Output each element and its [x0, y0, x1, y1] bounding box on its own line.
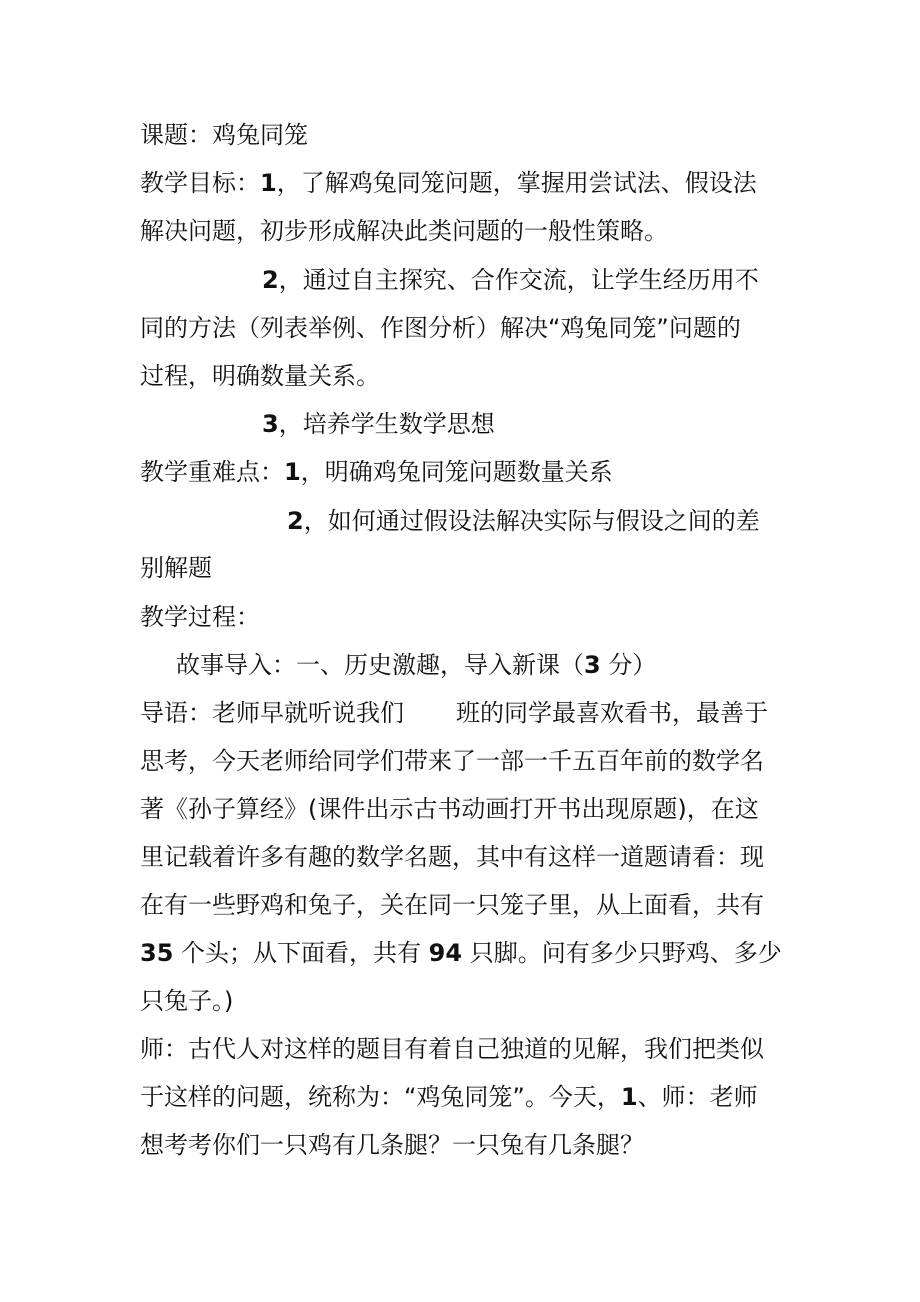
- lead-line-5: 在有一些野鸡和兔子，关在同一只笼子里，从上面看，共有: [140, 891, 764, 919]
- objective-1-line-1: [140, 168, 785, 198]
- intro-heading: [176, 650, 785, 680]
- key-point-1-line: [140, 457, 785, 487]
- feet-count: 94: [428, 939, 463, 967]
- key-point-1-text: ，明确鸡兔同笼问题数量关系: [300, 458, 613, 486]
- teacher-text-a: 于这样的问题，统称为：“鸡兔同笼”。今天，: [140, 1083, 621, 1111]
- lead-text-feet: 只脚。问有多少只野鸡、多少: [462, 939, 782, 967]
- teacher-line-1: 师：古代人对这样的题目有着自己独道的见解，我们把类似: [140, 1035, 764, 1063]
- objective-3-number: 3: [262, 410, 279, 438]
- objective-3-line: [262, 409, 785, 439]
- lead-text-a: 导语：老师早就听说我们: [140, 699, 404, 727]
- objective-1-number: 1: [260, 169, 277, 197]
- objective-2-line-2: 同的方法（列表举例、作图分析）解决“鸡兔同笼”问题的: [140, 314, 741, 342]
- teacher-line-3: 想考考你们一只鸡有几条腿？一只兔有几条腿？: [140, 1131, 644, 1159]
- lead-text-b: 班的同学最喜欢看书，最善于: [456, 699, 768, 727]
- objective-1-line-2: 解决问题，初步形成解决此类问题的一般性策略。: [140, 217, 668, 245]
- key-point-2-number: 2: [287, 507, 304, 535]
- objective-2-number: 2: [262, 266, 279, 294]
- process-label: 教学过程：: [140, 603, 260, 631]
- lead-line-6: [140, 938, 785, 968]
- lead-line-2: 思考，今天老师给同学们带来了一部一千五百年前的数学名: [140, 747, 764, 775]
- teacher-text-b: 、师：老师: [637, 1083, 758, 1111]
- heads-count: 35: [140, 939, 174, 967]
- title-label: 课题：: [140, 121, 212, 149]
- key-points-label: 教学重难点：: [140, 458, 284, 486]
- key-point-1-number: 1: [284, 458, 301, 486]
- objectives-label: 教学目标：: [140, 169, 260, 197]
- objective-2-line-1: [262, 265, 785, 295]
- teacher-item-number: 1: [620, 1083, 638, 1111]
- key-point-2-text: ，如何通过假设法解决实际与假设之间的差: [303, 507, 760, 535]
- title-text: 鸡兔同笼: [212, 121, 308, 149]
- lesson-title: [140, 120, 785, 150]
- objective-3-text: ，培养学生数学思想: [278, 410, 495, 438]
- objective-2-line-3: 过程，明确数量关系。: [140, 362, 380, 390]
- lead-line-4: 里记载着许多有趣的数学名题，其中有这样一道题请看：现: [140, 843, 764, 871]
- key-point-2-line-1: [287, 506, 785, 536]
- intro-minutes: 3: [584, 651, 601, 679]
- objective-2-text: ，通过自主探究、合作交流，让学生经历用不: [278, 266, 759, 294]
- lead-line-7: 只兔子。): [140, 987, 234, 1015]
- lead-line-1: [140, 698, 785, 728]
- lead-text-heads: 个头；从下面看，共有: [173, 939, 429, 967]
- intro-heading-text: 故事导入：一、历史激趣，导入新课（: [176, 651, 584, 679]
- lead-line-3: 著《孙子算经》(课件出示古书动画打开书出现原题)，在这: [140, 795, 759, 823]
- teacher-line-2: [140, 1082, 785, 1112]
- key-point-2-line-2: 别解题: [140, 554, 212, 582]
- intro-heading-unit: 分）: [600, 651, 657, 679]
- objective-1-text: ，了解鸡兔同笼问题，掌握用尝试法、假设法: [276, 169, 757, 197]
